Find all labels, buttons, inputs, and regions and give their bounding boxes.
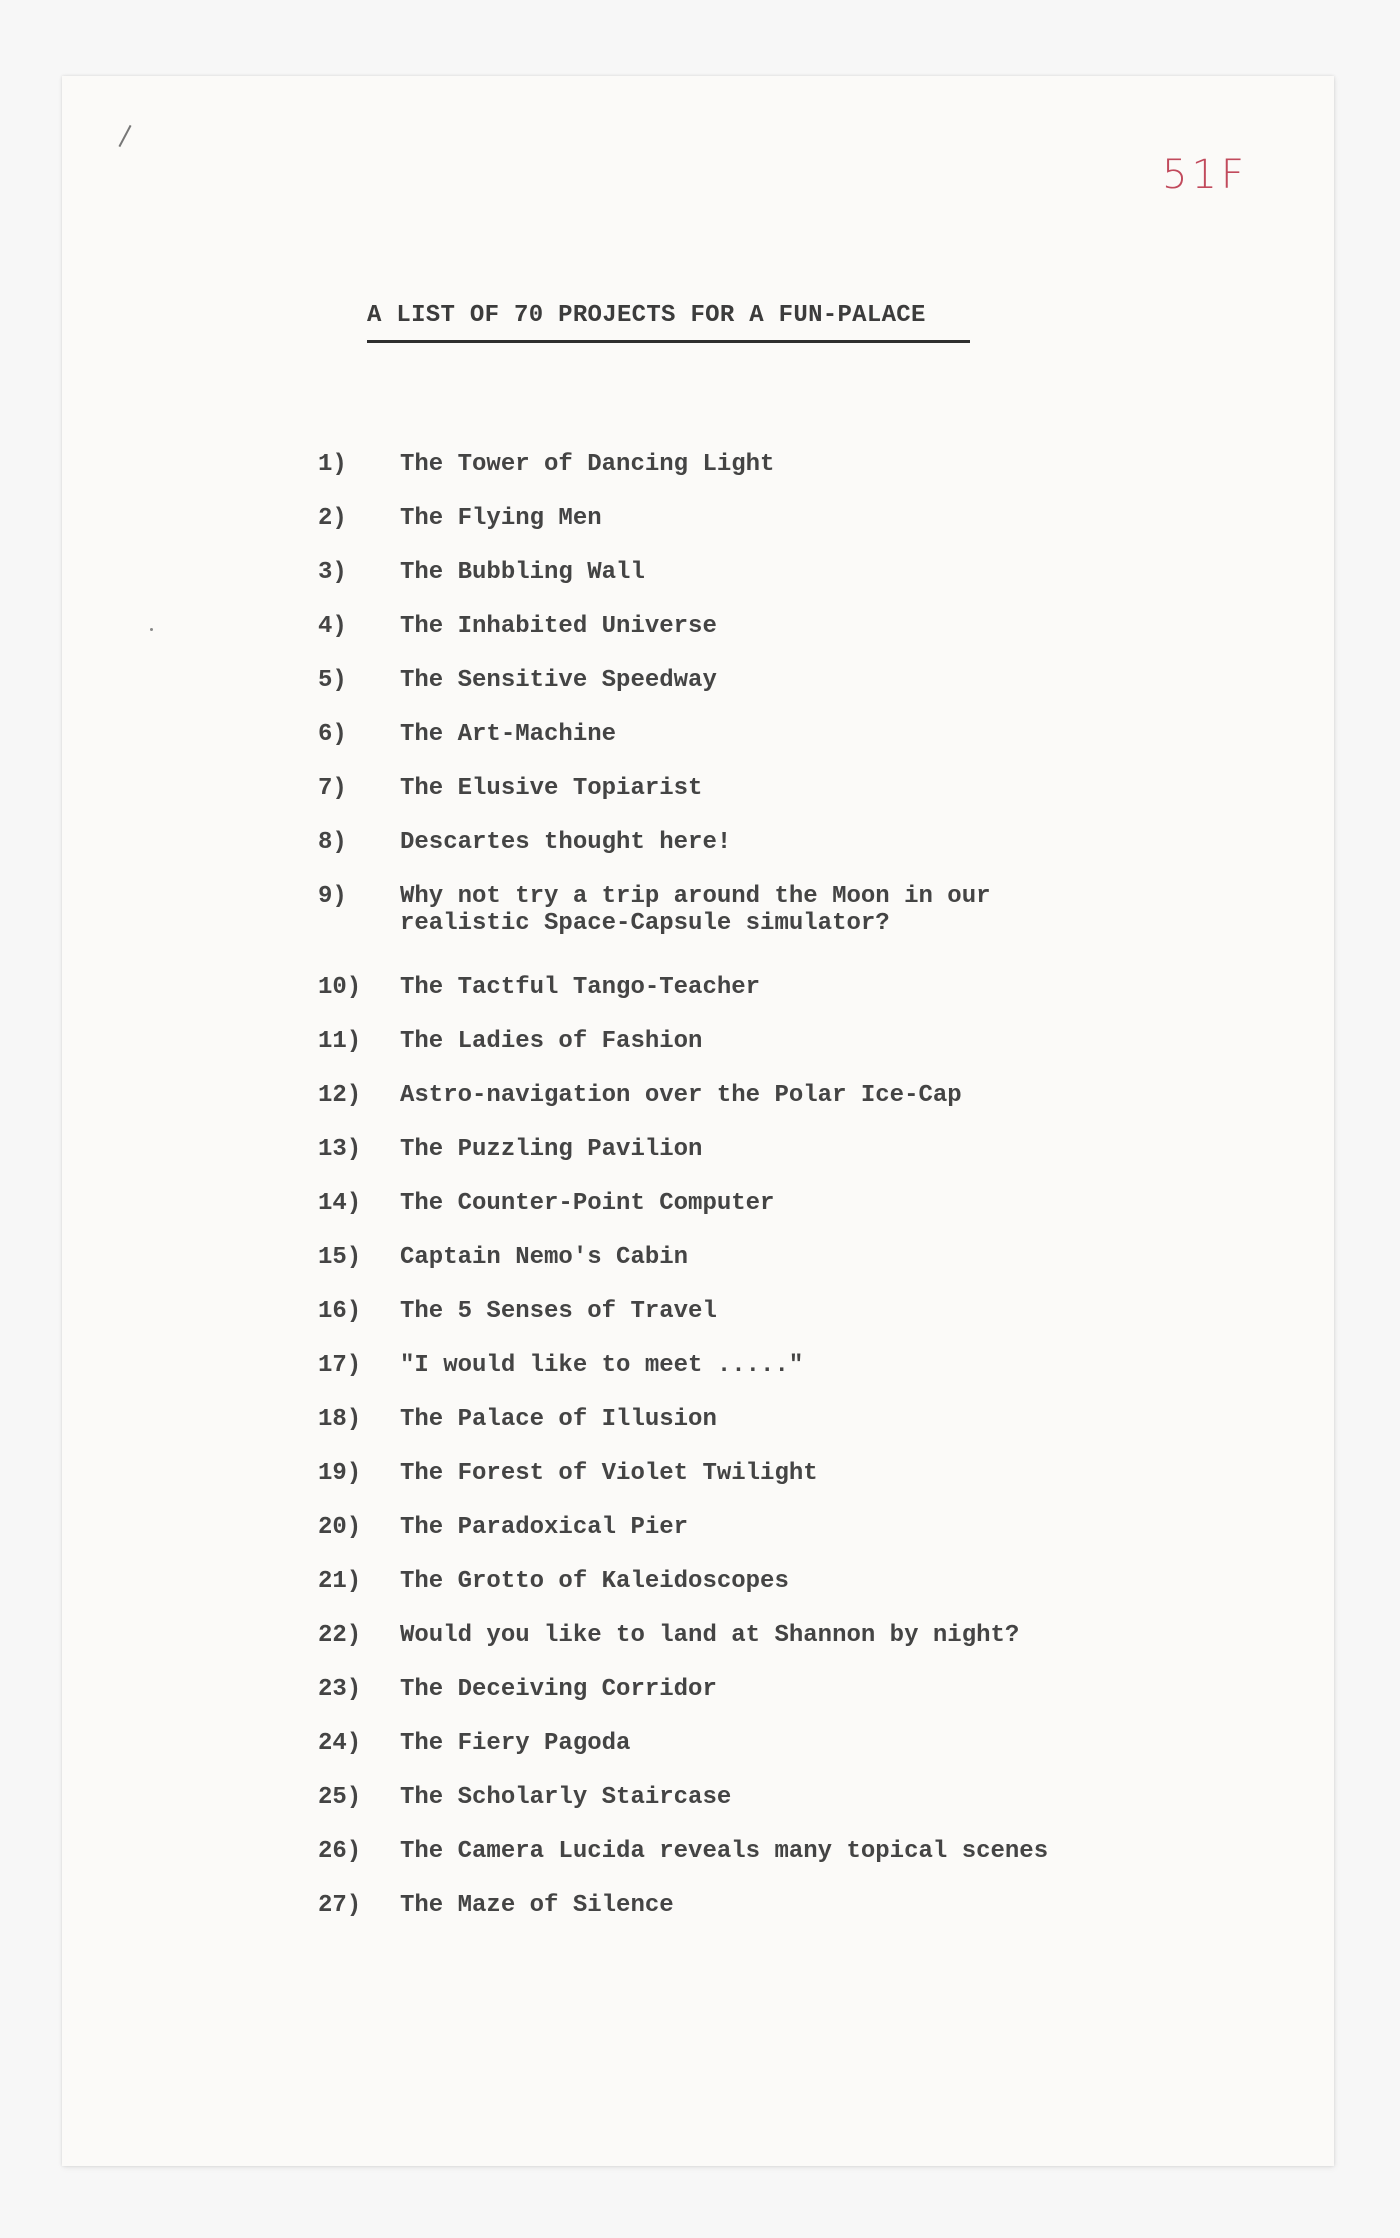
item-text: Would you like to land at Shannon by night? (400, 1622, 1020, 1649)
item-number: 10) (318, 974, 362, 1001)
item-number: 26) (318, 1838, 362, 1865)
list-item (318, 451, 1220, 478)
item-text: The Tactful Tango-Teacher (400, 974, 761, 1001)
item-text: The Camera Lucida reveals many topical scenes (400, 1838, 1049, 1865)
item-number: 4) (318, 613, 347, 640)
list-item (318, 505, 1220, 532)
list-item (318, 1460, 1220, 1487)
list-item (318, 1676, 1220, 1703)
item-number: 11) (318, 1028, 362, 1055)
item-number: 6) (318, 721, 347, 748)
item-number: 21) (318, 1568, 362, 1595)
item-text: The Puzzling Pavilion (400, 1136, 703, 1163)
item-text: The Palace of Illusion (400, 1406, 717, 1433)
item-text: The Fiery Pagoda (400, 1730, 631, 1757)
item-number: 23) (318, 1676, 362, 1703)
title-underline (367, 340, 970, 343)
list-item (318, 974, 1220, 1001)
handwritten-annotation: 51F (1162, 152, 1248, 198)
item-text: Descartes thought here! (400, 829, 732, 856)
document-page (62, 76, 1334, 2166)
item-text: "I would like to meet ....." (400, 1352, 804, 1379)
list-item (318, 559, 1220, 586)
list-item (318, 1406, 1220, 1433)
item-number: 17) (318, 1352, 362, 1379)
item-number: 12) (318, 1082, 362, 1109)
list-item (318, 1730, 1220, 1757)
list-item (318, 883, 1220, 937)
list-item (318, 1622, 1220, 1649)
item-number: 2) (318, 505, 347, 532)
list-item (318, 1892, 1220, 1919)
item-number: 20) (318, 1514, 362, 1541)
item-number: 27) (318, 1892, 362, 1919)
list-item (318, 1784, 1220, 1811)
item-text: The Ladies of Fashion (400, 1028, 703, 1055)
item-text: The Tower of Dancing Light (400, 451, 775, 478)
item-number: 24) (318, 1730, 362, 1757)
item-text: The Deceiving Corridor (400, 1676, 717, 1703)
item-number: 14) (318, 1190, 362, 1217)
list-item (318, 613, 1220, 640)
item-text: Astro-navigation over the Polar Ice-Cap (400, 1082, 962, 1109)
item-text: The Forest of Violet Twilight (400, 1460, 818, 1487)
item-text: The Counter-Point Computer (400, 1190, 775, 1217)
item-number: 8) (318, 829, 347, 856)
list-item (318, 1136, 1220, 1163)
item-number: 13) (318, 1136, 362, 1163)
item-text: The Sensitive Speedway (400, 667, 717, 694)
item-number: 15) (318, 1244, 362, 1271)
document-title: A LIST OF 70 PROJECTS FOR A FUN-PALACE (367, 302, 926, 329)
paper-speck (150, 628, 153, 631)
list-item (318, 1568, 1220, 1595)
item-number: 7) (318, 775, 347, 802)
item-number: 25) (318, 1784, 362, 1811)
list-item (318, 667, 1220, 694)
list-item (318, 1244, 1220, 1271)
list-item (318, 1082, 1220, 1109)
list-item (318, 1838, 1220, 1865)
item-number: 18) (318, 1406, 362, 1433)
item-text: The Bubbling Wall (400, 559, 645, 586)
list-item (318, 721, 1220, 748)
list-item (318, 1352, 1220, 1379)
item-text: The Grotto of Kaleidoscopes (400, 1568, 789, 1595)
list-item (318, 1028, 1220, 1055)
item-text: The Paradoxical Pier (400, 1514, 689, 1541)
item-text: The Inhabited Universe (400, 613, 717, 640)
item-text: Why not try a trip around the Moon in our realistic Space-Capsule simulator? (400, 883, 991, 937)
item-number: 22) (318, 1622, 362, 1649)
item-text: The Elusive Topiarist (400, 775, 703, 802)
item-text: The Art-Machine (400, 721, 617, 748)
item-number: 5) (318, 667, 347, 694)
item-text: The Maze of Silence (400, 1892, 674, 1919)
item-text: Captain Nemo's Cabin (400, 1244, 689, 1271)
item-number: 3) (318, 559, 347, 586)
list-item (318, 775, 1220, 802)
item-number: 1) (318, 451, 347, 478)
item-number: 16) (318, 1298, 362, 1325)
list-item (318, 1514, 1220, 1541)
item-number: 19) (318, 1460, 362, 1487)
list-item (318, 829, 1220, 856)
list-item (318, 1190, 1220, 1217)
pencil-mark (118, 125, 131, 147)
item-text: The Scholarly Staircase (400, 1784, 732, 1811)
item-text: The Flying Men (400, 505, 602, 532)
item-text: The 5 Senses of Travel (400, 1298, 717, 1325)
item-number: 9) (318, 883, 347, 910)
list-item (318, 1298, 1220, 1325)
